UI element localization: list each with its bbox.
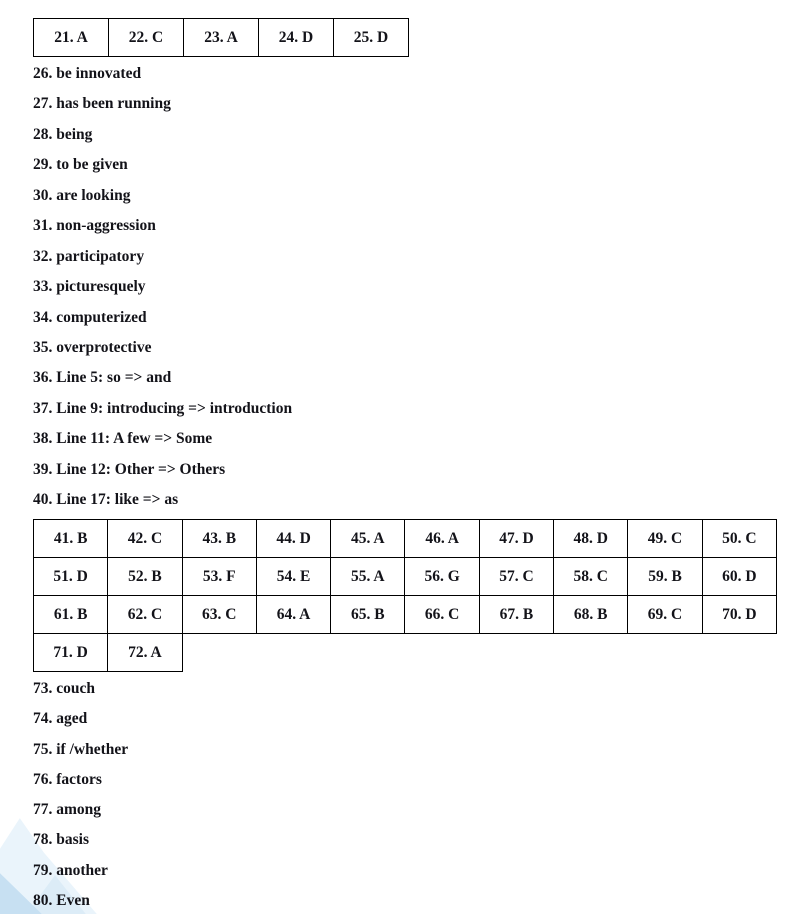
answer-cell: 22. C [109, 19, 184, 57]
answer-cell: 24. D [259, 19, 334, 57]
answer-item: 36. Line 5: so => and [33, 369, 172, 387]
answer-cell: 66. C [405, 596, 479, 634]
answer-cell: 50. C [702, 520, 776, 558]
answer-item: 37. Line 9: introducing => introduction [33, 399, 293, 417]
answer-cell: 58. C [554, 558, 628, 596]
answer-item: 74. aged [33, 710, 88, 728]
answer-cell: 54. E [256, 558, 330, 596]
answer-item: 39. Line 12: Other => Others [33, 460, 226, 478]
answer-cell: 25. D [334, 19, 409, 57]
answer-cell: 47. D [479, 520, 553, 558]
answer-item: 75. if /whether [33, 740, 129, 758]
answer-cell: 69. C [628, 596, 702, 634]
answer-item: 80. Even [33, 892, 90, 910]
answer-cell: 57. C [479, 558, 553, 596]
table-row [34, 558, 777, 596]
answers-table-21-25 [33, 18, 409, 57]
table-row [34, 596, 777, 634]
answer-cell: 44. D [256, 520, 330, 558]
answer-item: 73. couch [33, 680, 95, 697]
answer-cell: 62. C [108, 596, 182, 634]
answer-cell: 59. B [628, 558, 702, 596]
answer-item: 26. be innovated [33, 65, 142, 82]
answer-cell: 63. C [182, 596, 256, 634]
answer-item: 79. another [33, 861, 108, 879]
answer-list-26-40 [33, 59, 292, 516]
answer-cell: 65. B [331, 596, 405, 634]
answer-item: 30. are looking [33, 186, 131, 204]
answer-item: 38. Line 11: A few => Some [33, 430, 213, 448]
answer-cell: 60. D [702, 558, 776, 596]
answer-cell: 70. D [702, 596, 776, 634]
answer-cell: 49. C [628, 520, 702, 558]
answer-cell: 43. B [182, 520, 256, 558]
answer-cell: 21. A [34, 19, 109, 57]
answer-item: 29. to be given [33, 156, 128, 174]
answer-cell: 56. G [405, 558, 479, 596]
answer-cell: 72. A [108, 634, 182, 672]
answer-item: 31. non-aggression [33, 217, 156, 235]
answer-item: 33. picturesquely [33, 278, 146, 296]
answer-cell: 48. D [554, 520, 628, 558]
answer-cell: 68. B [554, 596, 628, 634]
answer-item: 35. overprotective [33, 338, 152, 356]
answer-item: 77. among [33, 801, 102, 819]
answers-table-41-72 [33, 519, 777, 672]
answer-cell: 42. C [108, 520, 182, 558]
answer-cell: 61. B [34, 596, 108, 634]
table-row [34, 19, 409, 57]
answer-item: 28. being [33, 125, 93, 143]
answer-cell: 71. D [34, 634, 108, 672]
answer-item: 32. participatory [33, 247, 145, 265]
answer-cell: 46. A [405, 520, 479, 558]
answer-cell: 64. A [256, 596, 330, 634]
answer-cell: 41. B [34, 520, 108, 558]
answer-cell: 52. B [108, 558, 182, 596]
answer-cell: 55. A [331, 558, 405, 596]
answer-item: 76. factors [33, 770, 102, 788]
answer-item: 40. Line 17: like => as [33, 491, 179, 509]
answer-cell: 53. F [182, 558, 256, 596]
answer-cell: 23. A [184, 19, 259, 57]
table-row [34, 520, 777, 558]
answer-item: 78. basis [33, 831, 89, 849]
answer-item: 27. has been running [33, 95, 171, 113]
answer-cell: 67. B [479, 596, 553, 634]
answer-list-73-80 [33, 674, 128, 914]
table-row [34, 634, 777, 672]
answer-item: 34. computerized [33, 308, 147, 326]
answer-cell: 51. D [34, 558, 108, 596]
answer-cell: 45. A [331, 520, 405, 558]
